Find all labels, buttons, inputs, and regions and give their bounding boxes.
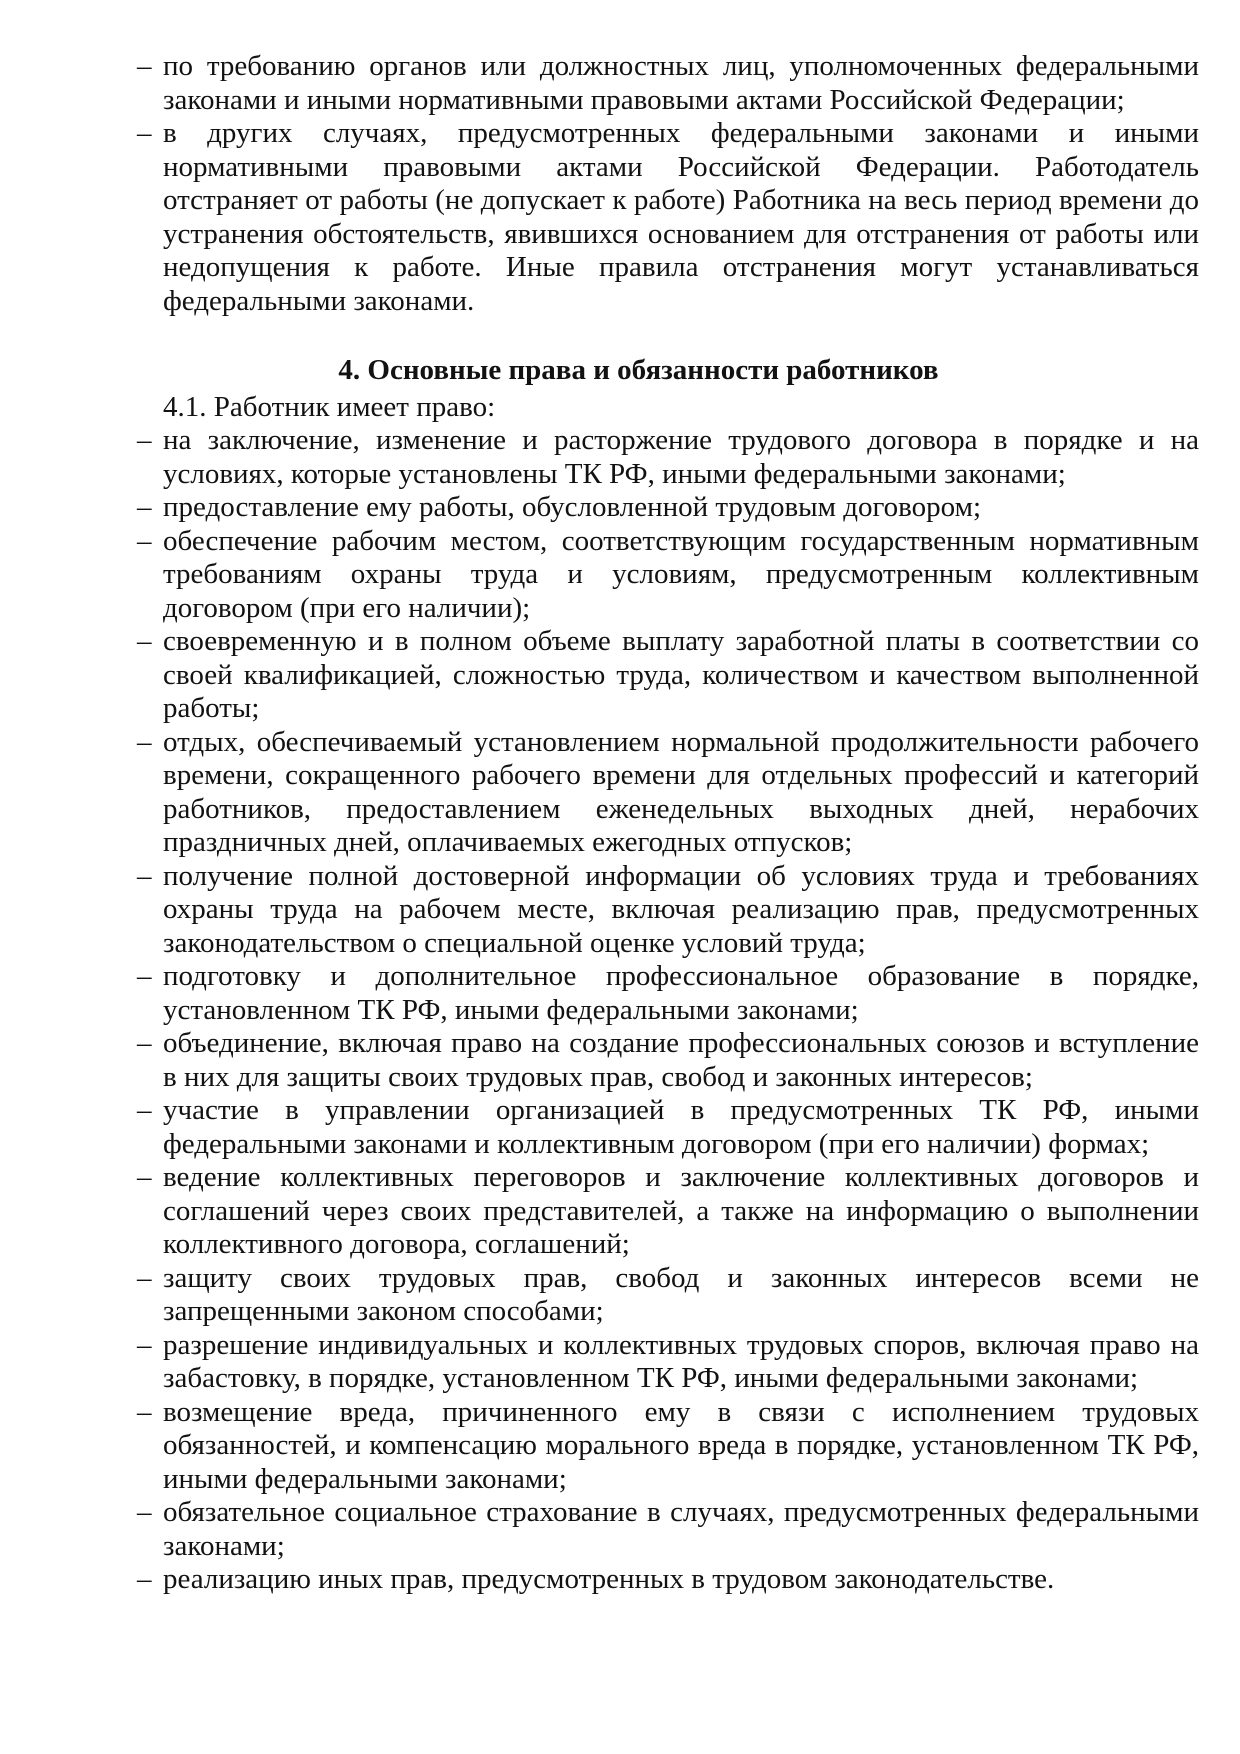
dash-marker: – <box>137 1094 152 1126</box>
dash-marker: – <box>137 1027 152 1059</box>
dash-marker: – <box>137 1261 152 1294</box>
list-item-text: получение полной достоверной информации об условиях труда и требованиях охраны труда на рабочем месте, включая реализацию прав, предусмотренных законодательством о специальной оценке условий труда; <box>163 859 1199 959</box>
list-item <box>137 1563 1199 1597</box>
list-item-text: обязательное социальное страхование в случаях, предусмотренных федеральными законами; <box>163 1496 1199 1562</box>
list-item-text: разрешение индивидуальных и коллективных трудовых споров, включая право на забастовку, в порядке, установленном ТК РФ, иными федеральными законами; <box>163 1328 1199 1394</box>
clause-intro: 4.1. Работник имеет право: <box>163 390 496 423</box>
list-item-text: подготовку и дополнительное профессиональное образование в порядке, установленном ТК РФ, иными федеральными законами; <box>163 960 1199 1026</box>
list-item <box>137 625 1199 726</box>
list-item <box>137 1027 1199 1094</box>
list-item <box>137 1496 1199 1563</box>
list-item-text: возмещение вреда, причиненного ему в связи с исполнением трудовых обязанностей, и компенсацию морального вреда в порядке, установленном ТК РФ, иными федеральными законами; <box>163 1395 1199 1495</box>
list-item <box>137 50 1199 117</box>
list-item <box>137 725 1199 860</box>
list-item <box>137 1328 1199 1396</box>
list-item <box>137 1395 1199 1497</box>
dash-marker: – <box>137 1496 152 1528</box>
dash-marker: – <box>137 491 152 523</box>
dash-marker: – <box>137 960 152 992</box>
list-item <box>137 524 1199 626</box>
list-item-text: предоставление ему работы, обусловленной трудовым договором; <box>163 491 982 523</box>
list-item <box>137 1161 1199 1262</box>
dash-marker: – <box>137 725 152 758</box>
list-item <box>137 859 1199 961</box>
list-item-text: отдых, обеспечиваемый установлением нормальной продолжительности рабочего времени, сокращенного рабочего времени для отдельных профессий и категорий работников, предоставлением еженедельных выходных дней, нерабочих праздничных дней, оплачиваемых ежегодных отпусков; <box>163 725 1199 858</box>
list-item-text: обеспечение рабочим местом, соответствующим государственным нормативным требованиям охраны труда и условиям, предусмотренным коллективным договором (при его наличии); <box>163 524 1199 624</box>
list-item <box>137 424 1199 491</box>
list-item-text: своевременную и в полном объеме выплату заработной платы в соответствии со своей квалификацией, сложностью труда, количеством и качеством выполненной работы; <box>163 625 1199 724</box>
list-item-text: на заключение, изменение и расторжение трудового договора в порядке и на условиях, которые установлены ТК РФ, иными федеральными законами; <box>163 424 1199 490</box>
dash-marker: – <box>137 524 152 557</box>
list-item <box>137 1094 1199 1161</box>
list-item-text: защиту своих трудовых прав, свобод и законных интересов всеми не запрещенными законом способами; <box>163 1261 1199 1327</box>
list-item-text: участие в управлении организацией в предусмотренных ТК РФ, иными федеральными законами и коллективным договором (при его наличии) формах; <box>163 1094 1199 1160</box>
dash-marker: – <box>137 625 152 657</box>
dash-marker: – <box>137 1563 152 1595</box>
list-item <box>137 1261 1199 1329</box>
dash-marker: – <box>137 1395 152 1428</box>
list-item-text: по требованию органов или должностных лиц, уполномоченных федеральными законами и иными нормативными правовыми актами Российской Федерации; <box>163 50 1199 116</box>
dash-marker: – <box>137 50 152 82</box>
section-heading: 4. Основные права и обязанности работников <box>338 354 939 386</box>
list-item-text: объединение, включая право на создание профессиональных союзов и вступление в них для защиты своих трудовых прав, свобод и законных интересов; <box>163 1027 1199 1093</box>
list-item-text: в других случаях, предусмотренных федеральными законами и иными нормативными правовыми актами Российской Федерации. Работодатель отстраняет от работы (не допускает к работе) Работника на весь период времени до устранения обстоятельств, явившихся основанием для отстранения от работы или недопущения к работе. Иные правила отстранения могут устанавливаться федеральными законами. <box>163 117 1199 317</box>
dash-marker: – <box>137 1328 152 1361</box>
list-item-text: реализацию иных прав, предусмотренных в трудовом законодательстве. <box>163 1563 1055 1595</box>
list-item <box>137 960 1199 1027</box>
dash-marker: – <box>137 424 152 456</box>
dash-marker: – <box>137 859 152 892</box>
list-item <box>137 117 1199 318</box>
list-item-text: ведение коллективных переговоров и заключение коллективных договоров и соглашений через своих представителей, а также на информацию о выполнении коллективного договора, соглашений; <box>163 1161 1199 1260</box>
dash-marker: – <box>137 1161 152 1193</box>
dash-marker: – <box>137 117 152 149</box>
list-item <box>137 491 1199 525</box>
